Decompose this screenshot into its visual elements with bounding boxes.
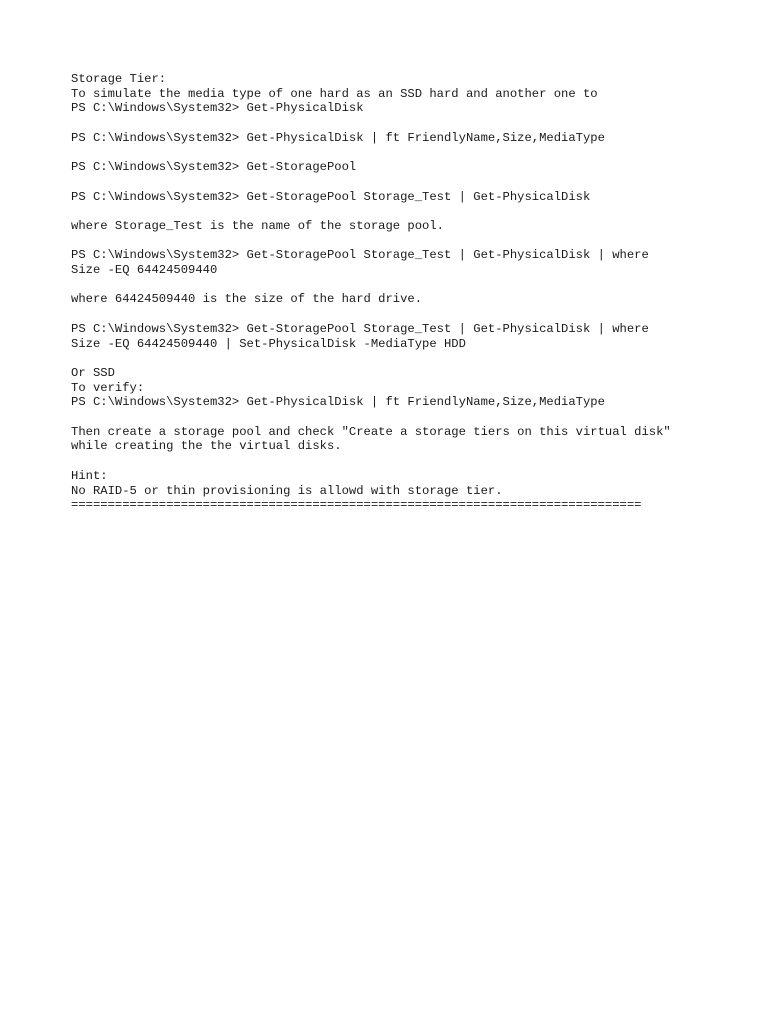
- blank-line: [71, 204, 751, 219]
- blank-line: [71, 454, 751, 469]
- document-text: [71, 72, 751, 513]
- heading-line: Storage Tier:: [71, 72, 167, 86]
- blank-line: [71, 351, 751, 366]
- text-line: No RAID-5 or thin provisioning is allowd with storage tier.: [71, 483, 503, 498]
- command-line: PS C:\Windows\System32> Get-PhysicalDisk | ft FriendlyName,Size,MediaType: [71, 130, 605, 145]
- blank-line: [71, 116, 751, 131]
- text-line: To verify:: [71, 380, 145, 395]
- blank-line: [71, 410, 751, 425]
- text-line: Or SSD: [71, 365, 115, 380]
- command-line: PS C:\Windows\System32> Get-StoragePool Storage_Test | Get-PhysicalDisk | where: [71, 321, 649, 336]
- command-line: Size -EQ 64424509440: [71, 263, 218, 278]
- text-line: where Storage_Test is the name of the storage pool.: [71, 218, 444, 233]
- blank-line: [71, 307, 751, 322]
- hint-heading-line: Hint:: [71, 468, 108, 483]
- blank-line: [71, 175, 751, 190]
- blank-line: [71, 146, 751, 161]
- text-line: To simulate the media type of one hard as an SSD hard and another one to: [71, 86, 598, 101]
- command-line: PS C:\Windows\System32> Get-StoragePool: [71, 160, 357, 175]
- blank-line: [71, 234, 751, 249]
- text-line: while creating the the virtual disks.: [71, 439, 342, 454]
- command-line: PS C:\Windows\System32> Get-StoragePool Storage_Test | Get-PhysicalDisk | where: [71, 248, 649, 263]
- separator-line: ==============================================================================: [71, 498, 642, 513]
- text-line: Then create a storage pool and check "Create a storage tiers on this virtual disk": [71, 424, 671, 439]
- text-line: where 64424509440 is the size of the hard drive.: [71, 292, 423, 307]
- command-line: PS C:\Windows\System32> Get-StoragePool Storage_Test | Get-PhysicalDisk: [71, 189, 591, 204]
- command-line: Size -EQ 64424509440 | Set-PhysicalDisk -MediaType HDD: [71, 336, 466, 351]
- command-line: PS C:\Windows\System32> Get-PhysicalDisk | ft FriendlyName,Size,MediaType: [71, 395, 605, 410]
- command-line: PS C:\Windows\System32> Get-PhysicalDisk: [71, 101, 364, 116]
- blank-line: [71, 278, 751, 293]
